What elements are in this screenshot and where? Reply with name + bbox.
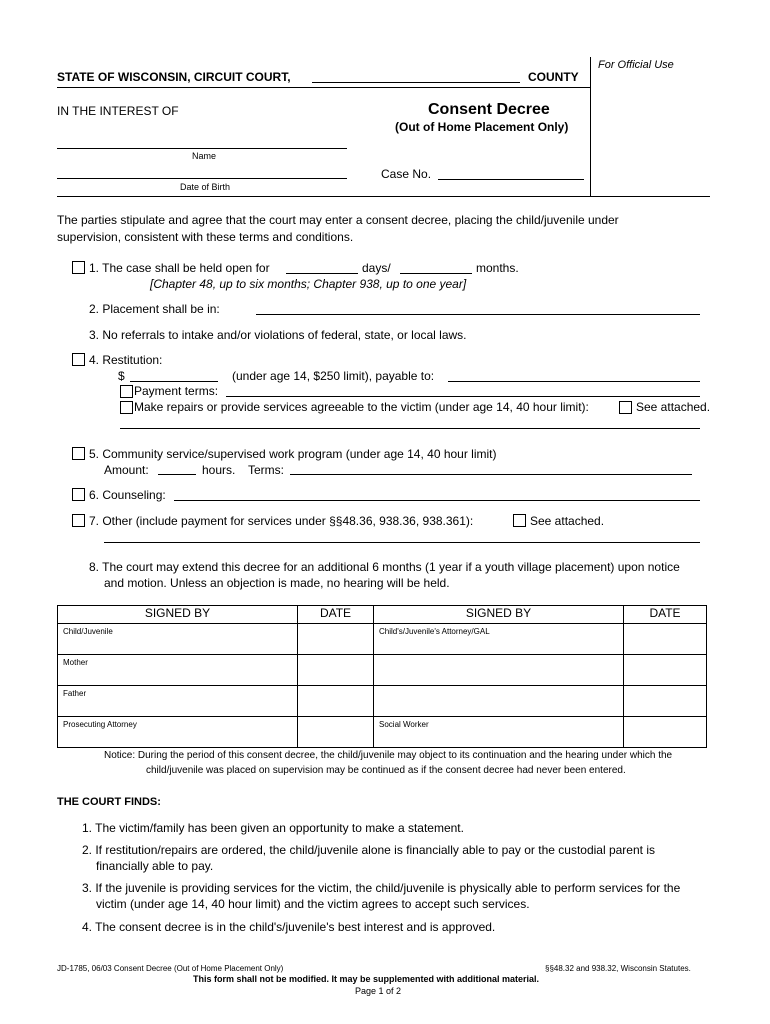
notice-line-2: child/juvenile was placed on supervision may be continued as if the consent decree had never been entered. [146, 765, 626, 776]
item-7-see-attached: See attached. [530, 514, 605, 528]
payment-terms-checkbox[interactable] [120, 385, 133, 398]
sig-date-cell[interactable] [298, 624, 374, 655]
sig-header-date-1: DATE [298, 606, 374, 624]
item-1-text: 1. The case shall be held open for [89, 261, 270, 275]
case-section-rule [57, 196, 590, 197]
item-1-days: days/ [362, 261, 391, 275]
sig-father[interactable]: Father [58, 686, 298, 717]
name-label: Name [192, 151, 217, 161]
item-5-hours-field[interactable] [158, 474, 196, 475]
finding-4: 4. The consent decree is in the child's/juvenile's best interest and is approved. [82, 920, 496, 934]
item-1-note: [Chapter 48, up to six months; Chapter 938, up to one year] [150, 277, 467, 291]
sig-attorney-gal[interactable]: Child's/Juvenile's Attorney/GAL [374, 624, 624, 655]
item-5-text: 5. Community service/supervised work program (under age 14, 40 hour limit) [89, 447, 497, 461]
item-2-field[interactable] [256, 314, 700, 315]
sig-header-signed-by-2: SIGNED BY [374, 606, 624, 624]
item-1-months-field[interactable] [400, 273, 472, 274]
item-5-hours: hours. [202, 463, 236, 477]
finding-2-line-1: 2. If restitution/repairs are ordered, the child/juvenile alone is financially able to pay or the custodial parent is [82, 843, 655, 857]
repairs-see-attached: See attached. [636, 400, 711, 414]
item-4-amount-field[interactable] [130, 381, 218, 382]
item-3-text: 3. No referrals to intake and/or violations of federal, state, or local laws. [89, 328, 467, 342]
sig-blank-cell[interactable] [374, 686, 624, 717]
case-no-field[interactable] [438, 179, 584, 180]
case-no-label: Case No. [381, 167, 432, 181]
county-label: COUNTY [528, 70, 579, 84]
item-7-field[interactable] [104, 542, 700, 543]
sig-date-cell[interactable] [624, 686, 707, 717]
footer-statutes: §§48.32 and 938.32, Wisconsin Statutes. [545, 964, 691, 973]
item-5-terms-field[interactable] [290, 474, 692, 475]
item-4-payable-field[interactable] [448, 381, 700, 382]
finding-2-line-2: financially able to pay. [96, 859, 214, 873]
item-4-dollar: $ [118, 369, 125, 383]
item-7-see-attached-checkbox[interactable] [513, 514, 526, 527]
header-top-rule [57, 87, 590, 88]
sig-social-worker[interactable]: Social Worker [374, 717, 624, 748]
sig-header-date-2: DATE [624, 606, 707, 624]
item-8-line-1: 8. The court may extend this decree for an additional 6 months (1 year if a youth village placement) upon notice [89, 560, 680, 574]
sig-mother[interactable]: Mother [58, 655, 298, 686]
payment-terms-field[interactable] [226, 396, 700, 397]
name-field[interactable] [57, 148, 347, 149]
item-4-checkbox[interactable] [72, 353, 85, 366]
sig-child-juvenile[interactable]: Child/Juvenile [58, 624, 298, 655]
sig-date-cell[interactable] [624, 655, 707, 686]
repairs-see-attached-checkbox[interactable] [619, 401, 632, 414]
item-6-text: 6. Counseling: [89, 488, 166, 502]
sig-prosecuting-attorney[interactable]: Prosecuting Attorney [58, 717, 298, 748]
court-line: STATE OF WISCONSIN, CIRCUIT COURT, [57, 70, 291, 84]
form-subtitle: (Out of Home Placement Only) [395, 120, 569, 134]
footer-page: Page 1 of 2 [355, 986, 402, 996]
sig-date-cell[interactable] [624, 624, 707, 655]
repairs-checkbox[interactable] [120, 401, 133, 414]
interest-of-label: IN THE INTEREST OF [57, 104, 179, 118]
item-5-terms: Terms: [248, 463, 284, 477]
sig-date-cell[interactable] [624, 717, 707, 748]
item-1-months: months. [476, 261, 519, 275]
item-5-checkbox[interactable] [72, 447, 85, 460]
finding-1: 1. The victim/family has been given an opportunity to make a statement. [82, 821, 464, 835]
form-title: Consent Decree [428, 101, 550, 118]
intro-line-1: The parties stipulate and agree that the court may enter a consent decree, placing the child/juvenile under [57, 213, 619, 227]
dob-label: Date of Birth [180, 182, 231, 192]
sig-date-cell[interactable] [298, 655, 374, 686]
sig-header-signed-by-1: SIGNED BY [58, 606, 298, 624]
item-1-checkbox[interactable] [72, 261, 85, 274]
header-bottom-rule [590, 196, 710, 197]
sig-date-cell[interactable] [298, 686, 374, 717]
item-6-checkbox[interactable] [72, 488, 85, 501]
dob-field[interactable] [57, 178, 347, 179]
finding-3-line-2: victim (under age 14, 40 hour limit) and the victim agrees to accept such services. [96, 897, 530, 911]
sig-date-cell[interactable] [298, 717, 374, 748]
sig-blank-cell[interactable] [374, 655, 624, 686]
item-7-text: 7. Other (include payment for services under §§48.36, 938.36, 938.361): [89, 514, 474, 528]
item-8-line-2: and motion. Unless an objection is made, no hearing will be held. [104, 576, 450, 590]
payment-terms-label: Payment terms: [134, 384, 219, 398]
footer-form-id: JD-1785, 06/03 Consent Decree (Out of Home Placement Only) [57, 964, 284, 973]
item-2-text: 2. Placement shall be in: [89, 302, 220, 316]
item-4-text: 4. Restitution: [89, 353, 163, 367]
official-use-divider [590, 57, 591, 197]
item-5-amount: Amount: [104, 463, 149, 477]
item-7-checkbox[interactable] [72, 514, 85, 527]
item-6-field[interactable] [174, 500, 700, 501]
county-blank[interactable] [312, 82, 520, 83]
notice-line-1: Notice: During the period of this consent decree, the child/juvenile may object to its continuation and the hearing under which the [104, 750, 673, 761]
findings-heading: THE COURT FINDS: [57, 796, 161, 808]
repairs-label: Make repairs or provide services agreeable to the victim (under age 14, 40 hour limit): [134, 400, 589, 414]
signature-table [57, 605, 707, 748]
item-4-limit: (under age 14, $250 limit), payable to: [232, 369, 435, 383]
repairs-extra-field[interactable] [120, 428, 700, 429]
item-1-days-field[interactable] [286, 273, 358, 274]
official-use-label: For Official Use [598, 59, 674, 71]
intro-line-2: supervision, consistent with these terms and conditions. [57, 230, 354, 244]
finding-3-line-1: 3. If the juvenile is providing services for the victim, the child/juvenile is physically able to perform services for the [82, 881, 681, 895]
footer-warning: This form shall not be modified. It may be supplemented with additional material. [193, 974, 540, 984]
